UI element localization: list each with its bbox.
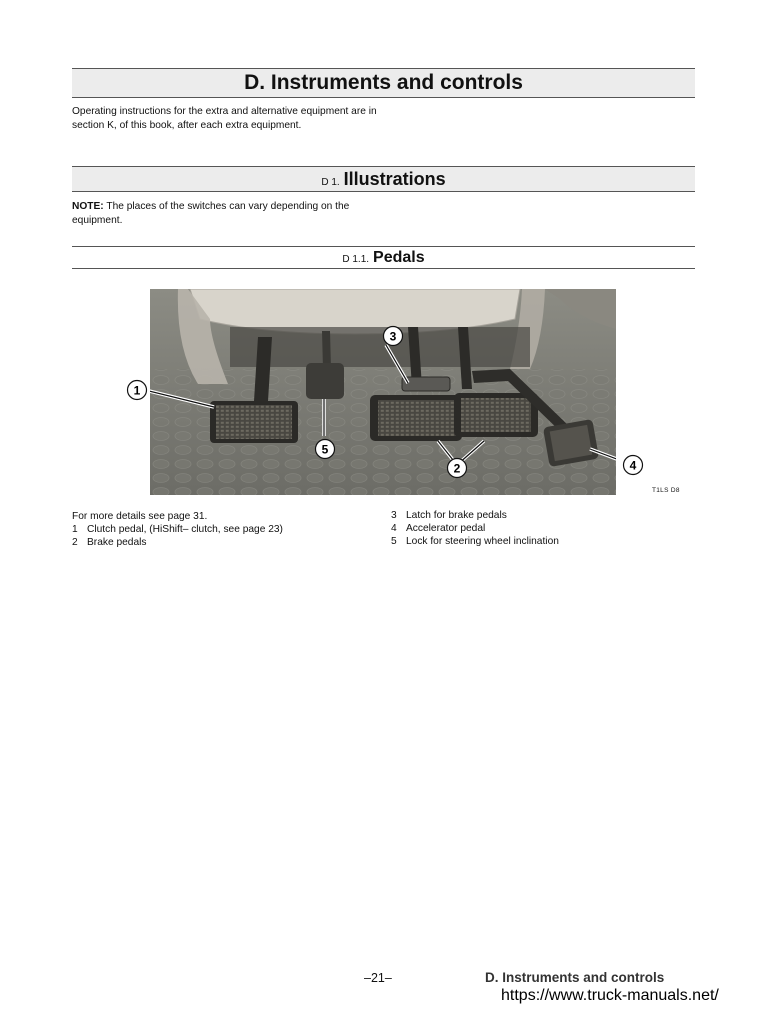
callout-4 [620,453,646,479]
clutch-pedal [210,401,298,443]
legend-item: 5 Lock for steering wheel inclination [391,536,559,547]
brake-pedals [370,393,538,441]
svg-text:3: 3 [389,329,397,344]
accelerator-pedal [543,419,599,467]
footer-url[interactable]: https://www.truck-manuals.net/ [501,987,719,1004]
footer-section-title: D. Instruments and controls [485,970,665,985]
pedals-photo [150,289,616,495]
note-label: NOTE: [72,201,104,212]
section-d11-title: Pedals [373,249,425,266]
image-code: T1LS D8 [652,487,680,494]
section-d11-number: D 1.1. [342,254,370,265]
note-paragraph [72,200,382,227]
callout-5 [316,440,335,459]
steering-lock-pedal [306,363,344,399]
brake-latch [402,377,450,391]
legend-right [391,509,559,548]
svg-text:5: 5 [321,442,329,457]
callout-1 [124,378,150,404]
section-d11-bar [72,246,695,269]
section-d1-number: D 1. [321,177,340,188]
svg-text:2: 2 [453,461,461,476]
legend-item: 3 Latch for brake pedals [391,510,507,521]
svg-text:1: 1 [133,383,141,398]
legend-item: 2 Brake pedals [72,537,147,548]
chapter-title: D. Instruments and controls [244,71,523,94]
svg-text:4: 4 [629,458,637,473]
intro-paragraph: Operating instructions for the extra and alternative equipment are in section K, of this book, after each extra equipment. [72,106,377,131]
page-number: –21– [364,971,392,985]
note-text: The places of the switches can vary depending on the equipment. [72,201,350,226]
legend-details: For more details see page 31. [72,511,208,522]
callout-3 [384,327,403,346]
legend-item: 1 Clutch pedal, (HiShift– clutch, see page 23) [72,524,283,535]
legend-item: 4 Accelerator pedal [391,523,486,534]
callout-2 [448,459,467,478]
section-d1-bar [72,166,695,192]
chapter-title-bar [72,68,695,98]
legend-left [72,510,283,549]
section-d1-title: Illustrations [343,169,446,189]
